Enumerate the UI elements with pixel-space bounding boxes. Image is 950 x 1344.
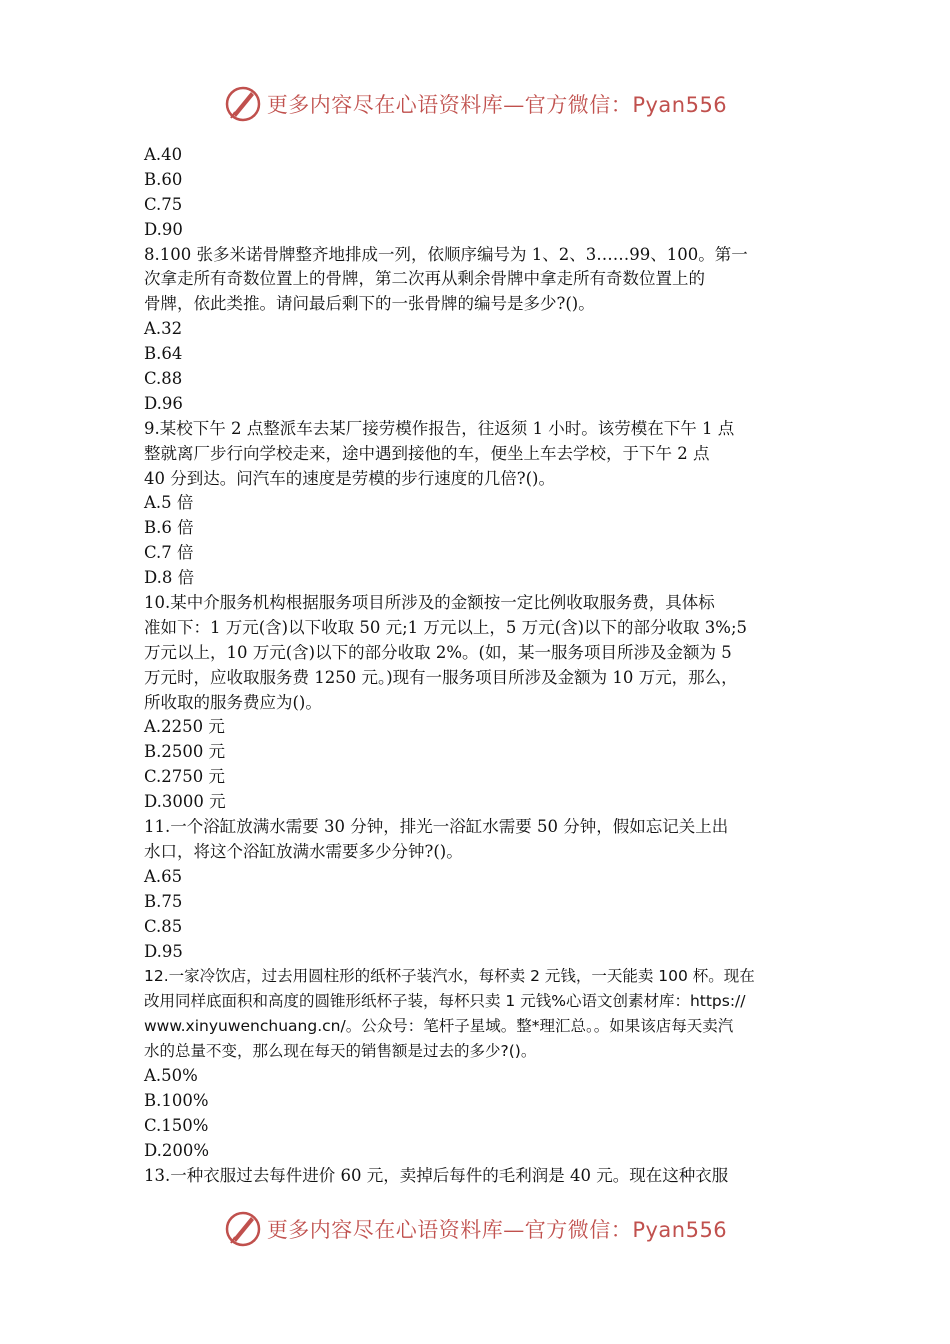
text-line: 整就离厂步行向学校走来，途中遇到接他的车，便坐上车去学校，于下午 2 点 — [144, 443, 710, 463]
quill-logo-icon — [223, 1209, 263, 1249]
text-line: D.95 — [144, 941, 183, 961]
footer-banner-label: 更多内容尽在心语资料库—官方微信： — [266, 1218, 633, 1242]
header-wechat-id: Pyan556 — [632, 93, 728, 117]
footer-wechat-id: Pyan556 — [632, 1218, 728, 1242]
text-line: 改用同样底面积和高度的圆锥形纸杯子装，每杯只卖 1 元钱%心语文创素材库：https:// — [144, 992, 746, 1011]
text-line: 所收取的服务费应为()。 — [144, 692, 322, 712]
text-line: C.88 — [144, 369, 183, 389]
text-line: www.xinyuwenchuang.cn/。公众号：笔杆子星域。整*理汇总。。如果该店每天卖汽 — [144, 1017, 734, 1036]
text-line: A.40 — [144, 145, 183, 164]
text-line: A.50% — [144, 1065, 198, 1085]
text-line: B.100% — [144, 1090, 209, 1110]
quill-logo-icon — [223, 84, 263, 124]
text-line: 万元以上，10 万元(含)以下的部分收取 2%。(如，某一服务项目所涉及金额为 5 — [144, 642, 732, 662]
text-line: B.2500 元 — [144, 742, 226, 762]
text-line: A.2250 元 — [144, 717, 225, 737]
text-line: 万元时，应收取服务费 1250 元。)现有一服务项目所涉及金额为 10 万元，那么， — [144, 667, 738, 687]
text-line: 10.某中介服务机构根据服务项目所涉及的金额按一定比例收取服务费，具体标 — [144, 593, 715, 613]
text-line: B.60 — [144, 169, 183, 189]
header-banner-text — [267, 89, 727, 119]
footer-banner — [0, 1207, 950, 1251]
text-line: B.6 倍 — [144, 518, 194, 538]
text-line: 8.100 张多米诺骨牌整齐地排成一列，依顺序编号为 1、2、3……99、100。第一 — [144, 244, 748, 264]
text-line: 12.一家冷饮店，过去用圆柱形的纸杯子装汽水，每杯卖 2 元钱，一天能卖 100 杯。现在 — [144, 967, 755, 986]
text-line: B.75 — [144, 891, 183, 911]
text-line: C.150% — [144, 1115, 209, 1135]
text-line: 水的总量不变，那么现在每天的销售额是过去的多少?()。 — [144, 1042, 537, 1061]
header-banner — [0, 82, 950, 126]
text-line: 骨牌，依此类推。请问最后剩下的一张骨牌的编号是多少?()。 — [144, 294, 595, 314]
text-line: A.32 — [144, 319, 183, 339]
text-line: A.65 — [144, 866, 183, 886]
text-line: D.3000 元 — [144, 792, 226, 812]
text-line: 13.一种衣服过去每件进价 60 元，卖掉后每件的毛利润是 40 元。现在这种衣服 — [144, 1165, 729, 1185]
text-line: 40 分到达。问汽车的速度是劳模的步行速度的几倍?()。 — [144, 468, 555, 488]
text-line: D.90 — [144, 219, 183, 239]
document-body — [144, 143, 816, 1188]
text-line: C.75 — [144, 194, 183, 214]
text-line: D.96 — [144, 393, 183, 413]
text-line: C.7 倍 — [144, 543, 194, 563]
text-line: 准如下：1 万元(含)以下收取 50 元;1 万元以上，5 万元(含)以下的部分收取 3%;5 — [144, 617, 747, 637]
text-line: A.5 倍 — [144, 493, 194, 513]
text-line: D.8 倍 — [144, 568, 195, 588]
text-line: C.2750 元 — [144, 767, 226, 787]
text-line: 次拿走所有奇数位置上的骨牌，第二次再从剩余骨牌中拿走所有奇数位置上的 — [144, 269, 705, 289]
header-banner-label: 更多内容尽在心语资料库—官方微信： — [266, 93, 633, 117]
text-line: 水口，将这个浴缸放满水需要多少分钟?()。 — [144, 841, 463, 861]
text-line: B.64 — [144, 344, 183, 364]
text-line: 11.一个浴缸放满水需要 30 分钟，排光一浴缸水需要 50 分钟，假如忘记关上出 — [144, 817, 729, 837]
text-line: D.200% — [144, 1140, 210, 1160]
text-line: C.85 — [144, 916, 183, 936]
footer-banner-text — [267, 1214, 727, 1244]
text-line: 9.某校下午 2 点整派车去某厂接劳模作报告，往返须 1 小时。该劳模在下午 1 点 — [144, 418, 735, 438]
